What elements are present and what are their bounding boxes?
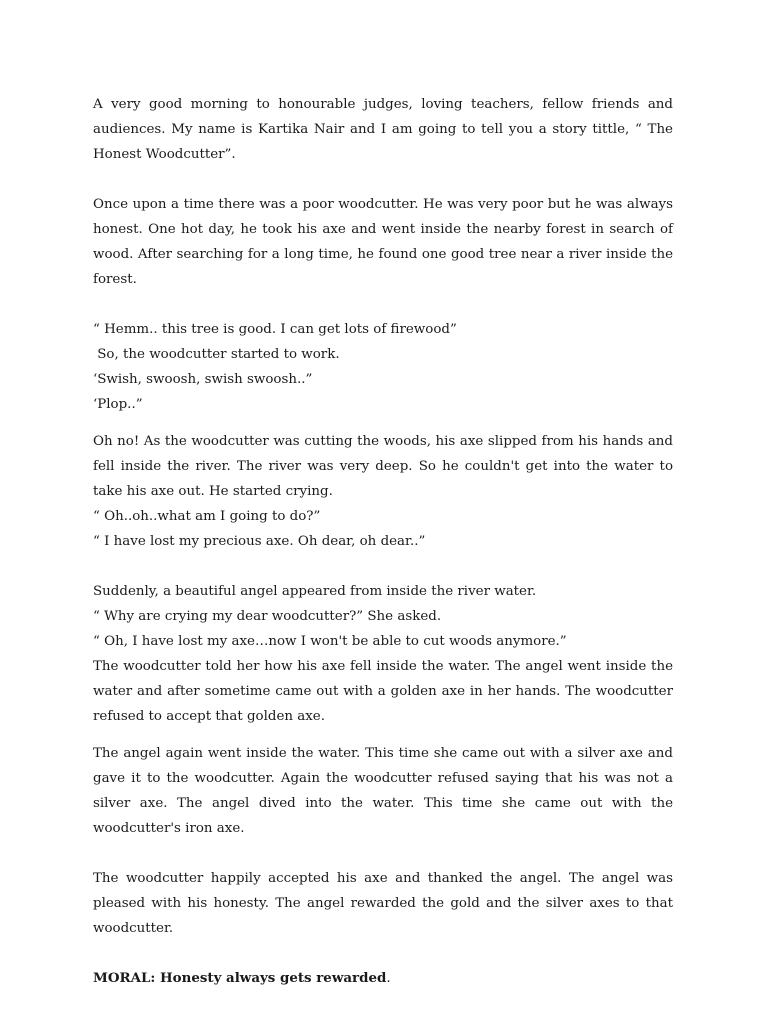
dialog-line: “ Why are crying my dear woodcutter?” She asked. — [93, 609, 442, 624]
story-paragraph-5: The woodcutter happily accepted his axe and thanked the angel. The angel was pleased with his honesty. The angel rewarded the gold and the silver axes to that woodcutter. — [93, 871, 673, 936]
spacer — [93, 729, 673, 741]
spacer — [93, 292, 673, 317]
dialog-block-2 — [93, 504, 673, 554]
story-paragraph-2: Oh no! As the woodcutter was cutting the woods, his axe slipped from his hands and fell inside the river. The river was very deep. So he couldn't get into the water to take his axe out. He started crying. — [93, 434, 673, 499]
dialog-line: ‘Swish, swoosh, swish swoosh..” — [93, 372, 313, 387]
dialog-line: “ I have lost my precious axe. Oh dear, oh dear..” — [93, 534, 426, 549]
document-page — [93, 92, 673, 991]
spacer — [93, 941, 673, 966]
spacer — [93, 417, 673, 429]
story-paragraph-3: The woodcutter told her how his axe fell inside the water. The angel went inside the water and after sometime came out with a golden axe in her hands. The woodcutter refused to accept that golden axe. — [93, 659, 673, 724]
moral-text: MORAL: Honesty always gets rewarded — [93, 970, 387, 986]
story-paragraph-1: Once upon a time there was a poor woodcutter. He was very poor but he was always honest. One hot day, he took his axe and went inside the nearby forest in search of wood. After searching for a long time, he found one good tree near a river inside the forest. — [93, 197, 673, 287]
story-paragraph-4: The angel again went inside the water. This time she came out with a silver axe and gave it to the woodcutter. Again the woodcutter refused saying that his was not a silver axe. The angel dived into the water. This time she came out with the woodcutter's iron axe. — [93, 746, 673, 836]
moral-period: . — [386, 971, 391, 986]
moral-line — [93, 966, 673, 991]
spacer — [93, 554, 673, 579]
intro-paragraph: A very good morning to honourable judges, loving teachers, fellow friends and audiences. My name is Kartika Nair and I am going to tell you a story tittle, “ The Honest Woodcutter”. — [93, 97, 673, 162]
dialog-line: ‘Plop..” — [93, 397, 143, 412]
dialog-line: “ Hemm.. this tree is good. I can get lots of firewood” — [93, 322, 457, 337]
dialog-line: “ Oh, I have lost my axe…now I won't be able to cut woods anymore.” — [93, 634, 567, 649]
dialog-block-3 — [93, 579, 673, 654]
dialog-line: Suddenly, a beautiful angel appeared from inside the river water. — [93, 584, 537, 599]
dialog-line: So, the woodcutter started to work. — [93, 347, 340, 362]
dialog-block-1 — [93, 317, 673, 417]
dialog-line: “ Oh..oh..what am I going to do?” — [93, 509, 321, 524]
spacer — [93, 167, 673, 192]
spacer — [93, 841, 673, 866]
